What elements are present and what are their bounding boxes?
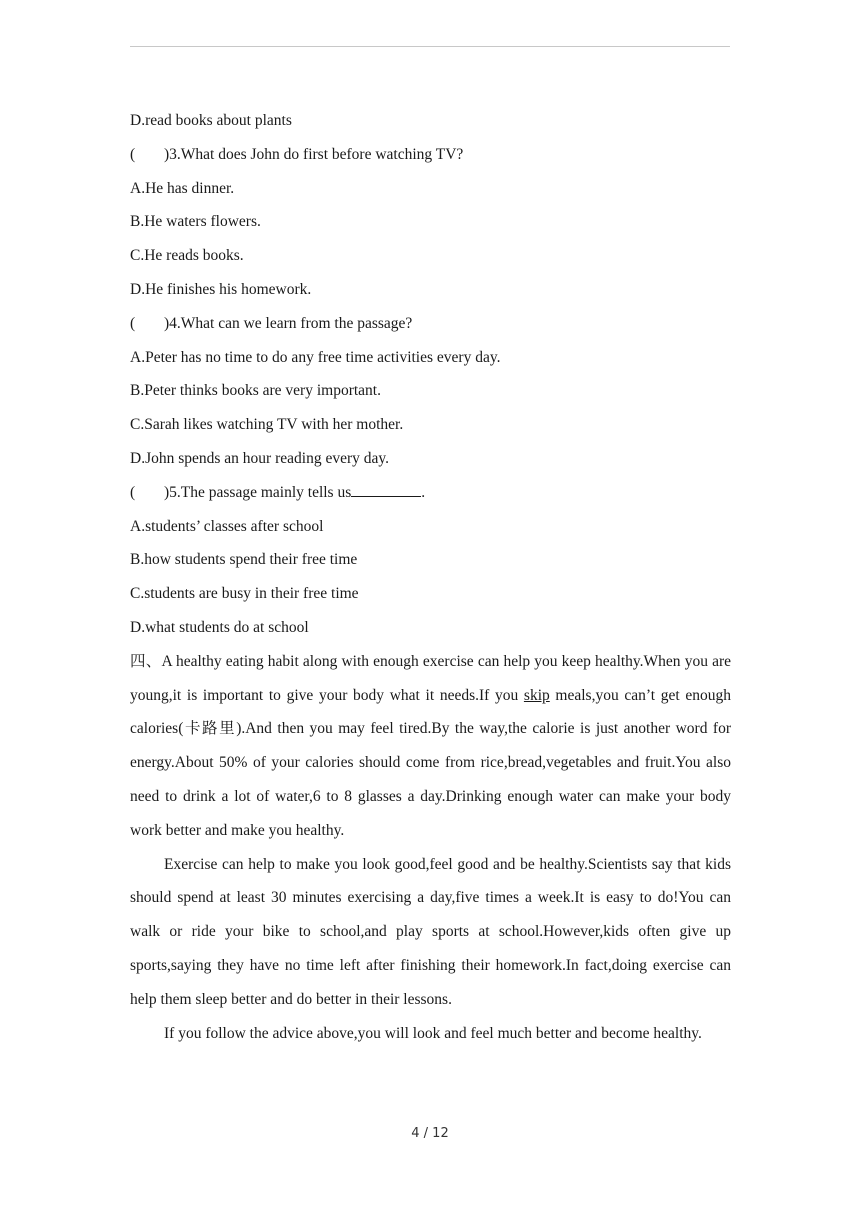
paragraph-lead: 四、A healthy eating habit along with enough exercise can help you keep healthy.When you are young,it is important to give your body what it needs.If you xyxy=(130,652,731,704)
q5-option-d: D.what students do at school xyxy=(130,618,309,636)
q4-option-a: A.Peter has no time to do any free time activities every day. xyxy=(130,348,501,366)
q4-option-d: D.John spends an hour reading every day. xyxy=(130,449,389,467)
q3-option-d: D.He finishes his homework. xyxy=(130,280,312,298)
q5-option-a: A.students’ classes after school xyxy=(130,517,324,535)
underlined-word: skip xyxy=(523,686,550,704)
question-stem: )4.What can we learn from the passage? xyxy=(164,314,413,332)
document-content xyxy=(130,104,731,1050)
answer-paren: ( xyxy=(130,483,136,501)
answer-paren: ( xyxy=(130,145,136,163)
question-5 xyxy=(130,476,731,510)
page-number: 4 / 12 xyxy=(411,1126,449,1141)
section-4-paragraph-2: Exercise can help to make you look good,feel good and be healthy.Scientists say that kids should spend at least 30 minutes exercising a day,five times a week.It is easy to do!You can walk or ride your bike to school,and play sports at school.However,kids often give up sports,saying they have no time left after finishing their homework.In fact,doing exercise can help them sleep better and do better in their lessons. xyxy=(130,855,731,1008)
q4-option-c: C.Sarah likes watching TV with her mother. xyxy=(130,416,404,434)
q3-option-c: C.He reads books. xyxy=(130,247,244,265)
question-3 xyxy=(130,138,731,172)
q5-option-c: C.students are busy in their free time xyxy=(130,585,359,603)
question-stem: )3.What does John do first before watching TV? xyxy=(164,145,464,163)
question-stem-end: . xyxy=(421,483,426,501)
q5-option-b: B.how students spend their free time xyxy=(130,551,358,569)
question-stem: )5.The passage mainly tells us xyxy=(164,483,352,501)
answer-blank xyxy=(351,481,421,497)
section-4-paragraph-1 xyxy=(130,645,731,848)
q2-option-d: D.read books about plants xyxy=(130,112,292,129)
q3-option-a: A.He has dinner. xyxy=(130,179,235,197)
q4-option-b: B.Peter thinks books are very important. xyxy=(130,382,381,400)
question-4 xyxy=(130,307,731,341)
answer-paren: ( xyxy=(130,314,136,332)
section-4-paragraph-3: If you follow the advice above,you will look and feel much better and become healthy. xyxy=(164,1024,702,1042)
header-rule xyxy=(130,46,730,47)
paragraph-rest: meals,you can’t get enough calories(卡路里).And then you may feel tired.By the way,the calorie is just another word for energy.About 50% of your calories should come from rice,bread,vegetables and fruit.You also need to drink a lot of water,6 to 8 glasses a day.Drinking enough water can make your body work better and make you healthy. xyxy=(130,686,731,839)
q3-option-b: B.He waters flowers. xyxy=(130,213,261,231)
